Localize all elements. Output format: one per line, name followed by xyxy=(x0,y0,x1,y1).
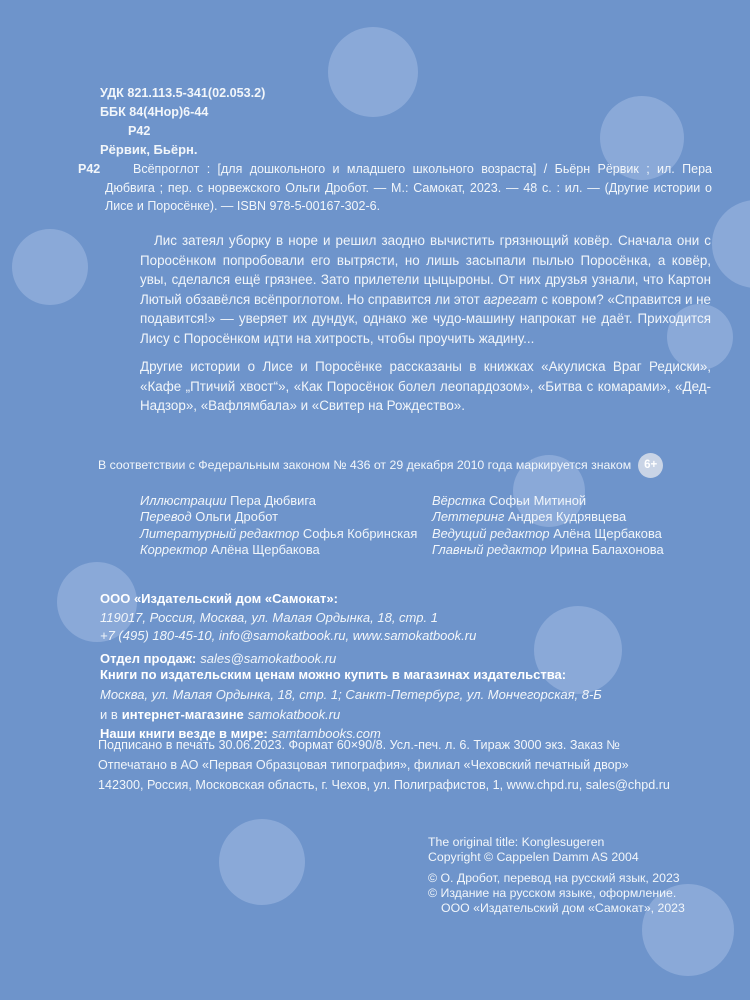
annotation-text: Всёпроглот : [для дошкольного и младшего школьного возраста] / Бьёрн Рёрвик ; ил. Пера Дюбвига ; пер. с норвежского Ольги Дробот. — М.: Самокат, 2023. — 48 с. : ил. — (Другие истории о Лисе и Поросёнке). — ISBN 978-5-00167-302-6. xyxy=(105,162,712,214)
credit-row xyxy=(432,526,664,542)
printing-line-2: Отпечатано в АО «Первая Образцовая типография», филиал «Чеховский печатный двор» xyxy=(98,757,629,772)
publisher-name: ООО «Издательский дом «Самокат»: xyxy=(100,591,338,606)
credit-row xyxy=(140,542,417,558)
credit-row xyxy=(432,542,664,558)
online-label: интернет-магазине xyxy=(121,706,244,722)
age-marking-text: В соответствии с Федеральным законом № 436 от 29 декабря 2010 года маркируется знаком xyxy=(98,458,632,472)
edition-copyright-line-2: ООО «Издательский дом «Самокат», 2023 xyxy=(441,901,685,916)
stores-intro: Книги по издательским ценам можно купить в магазинах издательства: xyxy=(100,667,567,682)
copyright-block xyxy=(428,835,685,916)
online-url: samokatbook.ru xyxy=(247,706,341,722)
author-code-line: Р42 xyxy=(128,124,151,138)
credit-name: Софьи Митиной xyxy=(488,493,587,508)
printing-line-1: Подписано в печать 30.06.2023. Формат 60×90/8. Усл.-печ. л. 6. Тираж 3000 экз. Заказ № xyxy=(98,738,620,752)
summary-p1-text-after: с ковром? «Справится и не подавится!» — уверяет их дундук, однако же чудо-машину напрокат не даёт. Приходится Лису с Поросёнком идти на хитрость, чтобы проучить жадину... xyxy=(140,291,711,346)
publisher-block xyxy=(100,590,476,668)
credit-name: Алёна Щербакова xyxy=(553,525,662,541)
summary-p1-italic-word: агрегат xyxy=(483,291,538,307)
summary-p1-text: Лис затеял уборку в норе и решил заодно вычистить грязнющий ковёр. Сначала они с Поросёнком попробовали его вытрясти, но лишь засыпали пылью Поросёнка, а ковёр, увы, сделался ещё грязнее. Зато прилетели цыцыроны. От них друзья узнали, что Картон Лютый обзавёлся всёпроглотом. Но справится ли этот xyxy=(140,233,711,307)
annotation-code: Р42 xyxy=(78,162,101,176)
credit-name: Алёна Щербакова xyxy=(211,542,320,558)
credits-column-left xyxy=(140,493,417,559)
age-rating-badge: 6+ xyxy=(638,453,663,478)
original-title-line: The original title: Konglesugeren xyxy=(428,835,605,849)
online-prefix: и в xyxy=(100,706,118,722)
udk-line: УДК 821.113.5-341(02.053.2) xyxy=(100,86,266,100)
credit-role: Леттеринг xyxy=(432,509,505,525)
credit-role: Главный редактор xyxy=(432,542,547,558)
bookstores-block xyxy=(100,665,602,744)
credit-row xyxy=(140,526,417,542)
summary-paragraph-1 xyxy=(140,231,711,348)
credit-row xyxy=(140,509,417,525)
online-store-line xyxy=(100,705,602,725)
credit-role: Корректор xyxy=(140,542,208,558)
translation-copyright-line: © О. Дробот, перевод на русский язык, 2023 xyxy=(428,870,680,885)
world-label: Наши книги везде в мире: xyxy=(100,726,268,742)
book-summary xyxy=(140,231,711,416)
bibliographic-annotation xyxy=(78,160,712,216)
publisher-address: 119017, Россия, Москва, ул. Малая Ордынка, 18, стр. 1 xyxy=(100,609,438,625)
original-copyright-line: Copyright © Cappelen Damm AS 2004 xyxy=(428,850,639,865)
sales-email: sales@samokatbook.ru xyxy=(200,650,337,666)
sales-label: Отдел продаж: xyxy=(100,650,197,666)
credit-name: Пера Дюбвига xyxy=(230,493,316,508)
summary-paragraph-2: Другие истории о Лисе и Поросёнке рассказаны в книжках «Акулиска Враг Редиски», «Кафе „Птичий хвост“», «Как Поросёнок болел леопардозом», «Битва с комарами», «Дед-Надзор», «Вафлямбала» и «Свитер на Рождество». xyxy=(140,359,711,413)
credit-name: Ольги Дробот xyxy=(195,509,279,525)
printing-line-3: 142300, Россия, Московская область, г. Чехов, ул. Полиграфистов, 1, www.chpd.ru, sales@chpd.ru xyxy=(98,777,670,792)
author-heading: Рёрвик, Бьёрн. xyxy=(100,142,198,157)
credit-role: Иллюстрации xyxy=(140,493,227,508)
credit-name: Софья Кобринская xyxy=(302,525,418,541)
credit-role: Литературный редактор xyxy=(140,525,300,541)
credit-role: Вёрстка xyxy=(432,493,486,508)
publisher-contacts: +7 (495) 180-45-10, info@samokatbook.ru, www.samokatbook.ru xyxy=(100,628,477,644)
credit-name: Андрея Кудрявцева xyxy=(507,509,627,525)
age-marking-line xyxy=(98,452,663,478)
edition-copyright-line-1: © Издание на русском языке, оформление. xyxy=(428,885,677,900)
credit-row xyxy=(432,493,664,509)
credit-name: Ирина Балахонова xyxy=(550,542,664,558)
credits-column-right xyxy=(432,493,664,559)
cataloging-block xyxy=(100,84,265,141)
stores-addresses: Москва, ул. Малая Ордынка, 18, стр. 1; Санкт-Петербург, ул. Мончегорская, 8-Б xyxy=(100,686,602,702)
credit-row xyxy=(140,493,417,509)
world-url: samtambooks.com xyxy=(271,726,381,742)
credit-role: Ведущий редактор xyxy=(432,525,550,541)
credit-role: Перевод xyxy=(140,509,192,525)
printing-block xyxy=(98,736,670,795)
bbk-line: ББК 84(4Нор)6-44 xyxy=(100,105,209,119)
credit-row xyxy=(432,509,664,525)
